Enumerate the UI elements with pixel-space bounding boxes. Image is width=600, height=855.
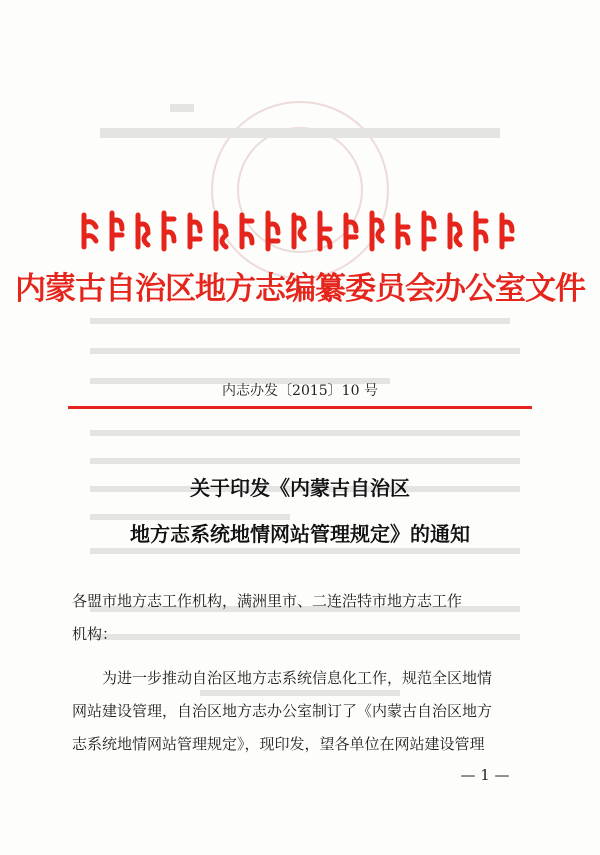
notice-heading-line-1: 关于印发《内蒙古自治区 — [190, 476, 410, 500]
body-paragraph — [72, 662, 542, 761]
mongolian-script-header — [78, 205, 518, 255]
body-line: 为进一步推动自治区地方志系统信息化工作，规范全区地情 — [102, 669, 493, 687]
salutation-line: 各盟市地方志工作机构，满洲里市、二连浩特市地方志工作 — [72, 592, 463, 610]
page-number: — 1 — — [460, 766, 510, 784]
notice-heading-line-2: 地方志系统地情网站管理规定》的通知 — [130, 522, 470, 546]
body-line: 志系统地情网站管理规定》，现印发，望各单位在网站建设管理 — [72, 735, 485, 753]
agency-document-title: 内蒙古自治区地方志编纂委员会办公室文件 — [15, 271, 585, 307]
red-separator-rule — [68, 406, 532, 409]
document-number: 内志办发〔2015〕10 号 — [222, 383, 378, 399]
salutation — [72, 585, 542, 651]
body-line: 网站建设管理，自治区地方志办公室制订了《内蒙古自治区地方 — [72, 702, 493, 720]
salutation-line: 机构： — [72, 625, 118, 643]
